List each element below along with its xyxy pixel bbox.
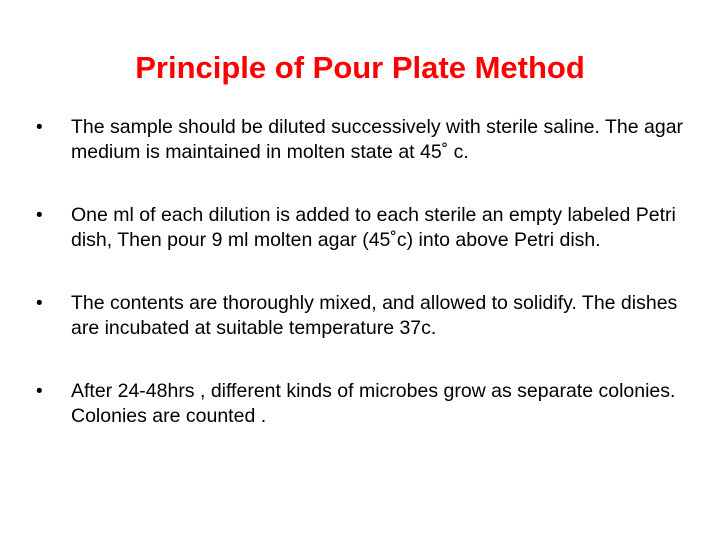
bullet-item <box>36 379 696 429</box>
bullet-item <box>36 291 696 341</box>
slide-title: Principle of Pour Plate Method <box>135 50 585 85</box>
bullet-item <box>36 115 696 165</box>
bullet-dot-icon: • <box>36 293 43 314</box>
bullet-dot-icon: • <box>36 117 43 138</box>
bullet-list <box>36 115 696 467</box>
bullet-text: The contents are thoroughly mixed, and allowed to solidify. The dishes are incubated at suitable temperature 37c. <box>71 292 678 339</box>
bullet-text: After 24-48hrs , different kinds of microbes grow as separate colonies. Colonies are counted . <box>71 380 676 427</box>
bullet-dot-icon: • <box>36 381 43 402</box>
bullet-item <box>36 203 696 253</box>
bullet-dot-icon: • <box>36 205 43 226</box>
bullet-text: One ml of each dilution is added to each sterile an empty labeled Petri dish, Then pour 9 ml molten agar (45˚c) into above Petri dish. <box>71 204 676 251</box>
bullet-text: The sample should be diluted successively with sterile saline. The agar medium is maintained in molten state at 45˚ c. <box>71 116 684 163</box>
